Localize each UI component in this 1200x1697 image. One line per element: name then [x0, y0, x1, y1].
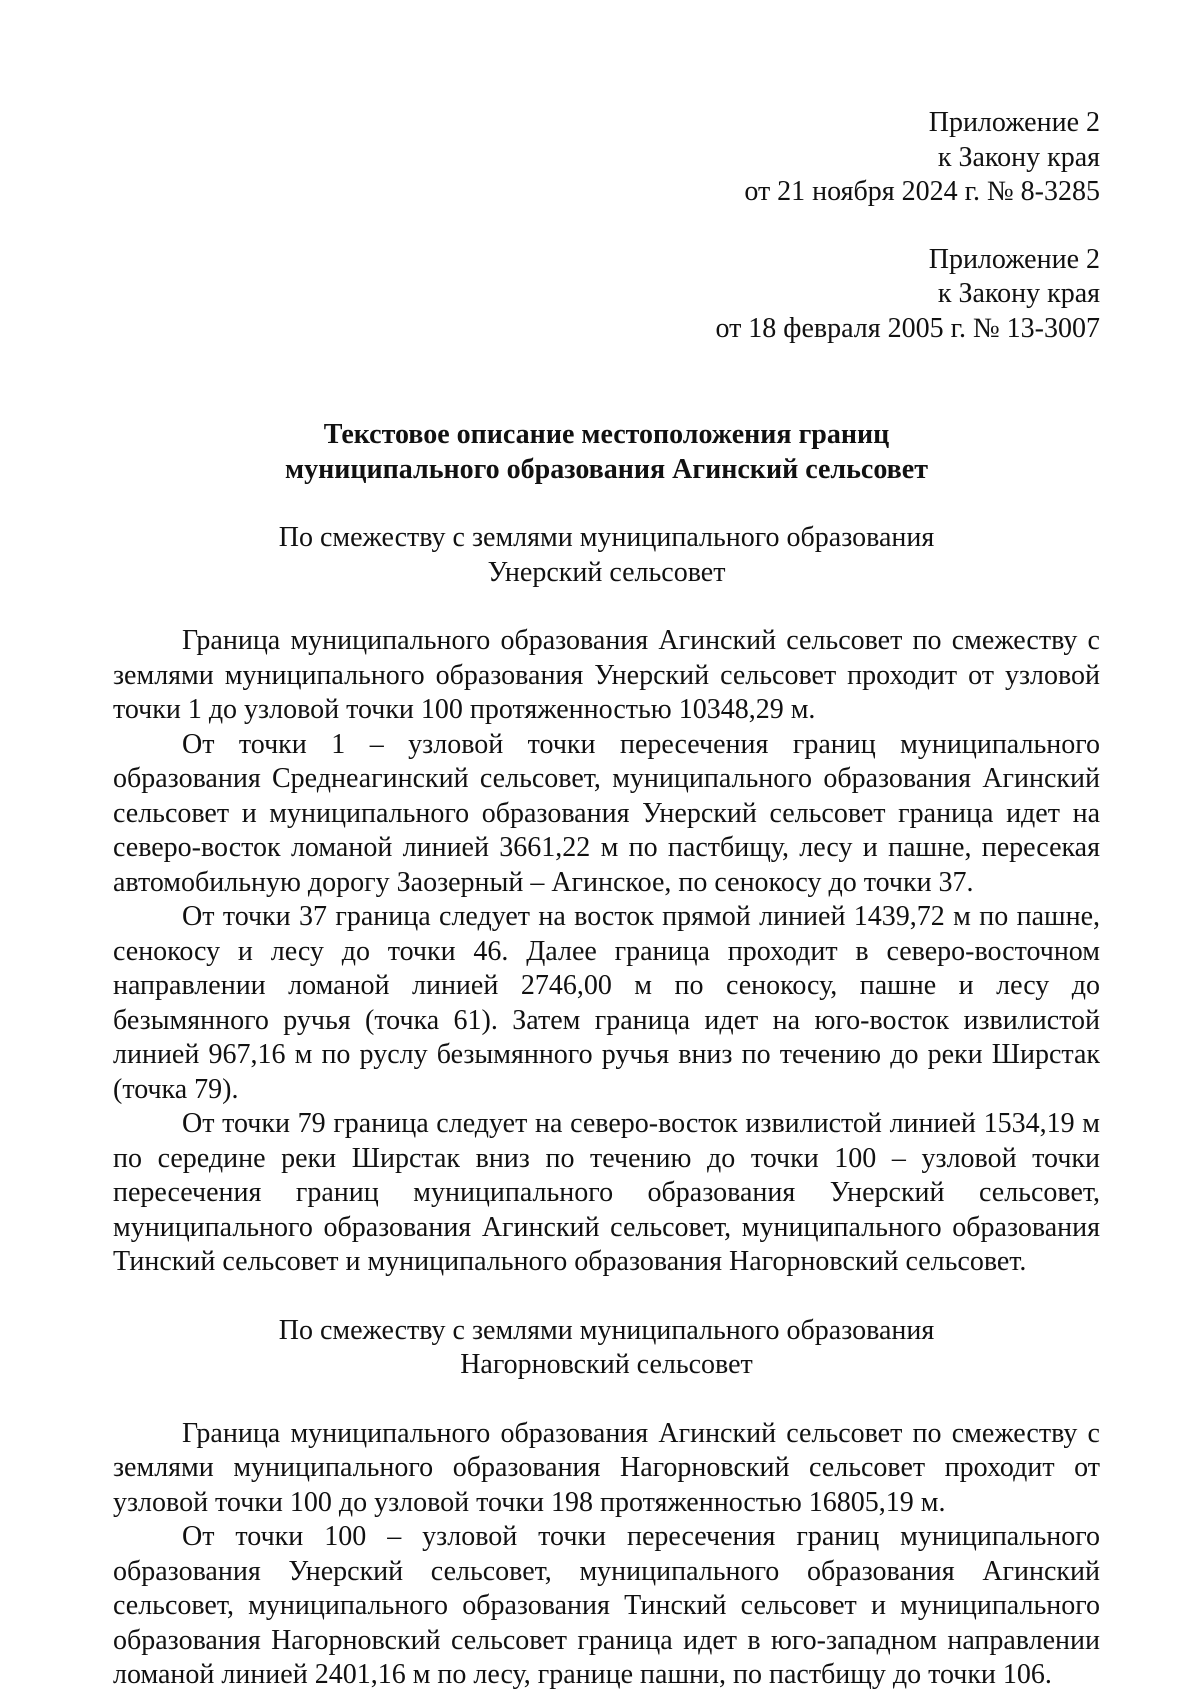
- paragraph: От точки 1 – узловой точки пересечения границ муниципального образования Среднеагинский сельсовет, муниципального образования Агинский сельсовет и муниципального образования Унерский сельсовет граница идет на северо-восток ломаной линией 3661,22 м по пастбищу, лесу и пашне, пересекая автомобильную дорогу Заозерный – Агинское, по сенокосу до точки 37.: [113, 728, 1100, 898]
- appendix-label: Приложение 2: [928, 107, 1100, 138]
- section-body: [113, 624, 1100, 1280]
- document-title-line: Текстовое описание местоположения границ: [323, 419, 890, 450]
- section-heading-line: По смежеству с землями муниципального образования: [278, 522, 935, 553]
- section-unersky: [113, 521, 1100, 1280]
- appendix-law-reference: к Закону края: [937, 141, 1100, 173]
- appendix-header: [113, 106, 1100, 346]
- appendix-law-reference: к Закону края: [937, 278, 1100, 309]
- section-heading: [113, 1314, 1100, 1383]
- document-title-line: муниципального образования Агинский сельсовет: [285, 453, 928, 485]
- paragraph: От точки 79 граница следует на северо-восток извилистой линией 1534,19 м по середине реки Ширстак вниз по течению до точки 100 – узловой точки пересечения границ муниципального образования Унерский сельсовет, муниципального образования Агинский сельсовет, муниципального образования Тинский сельсовет и муниципального образования Нагорновский сельсовет.: [113, 1108, 1100, 1277]
- document-title: [113, 418, 1100, 487]
- section-nagornovsky: [113, 1314, 1100, 1693]
- paragraph: Граница муниципального образования Агинский сельсовет по смежеству с землями муниципального образования Унерский сельсовет проходит от узловой точки 1 до узловой точки 100 протяженностью 10348,29 м.: [113, 625, 1100, 725]
- section-body: [113, 1417, 1100, 1693]
- appendix-block-current: [113, 106, 1100, 210]
- section-heading-line: Нагорновский сельсовет: [460, 1349, 753, 1380]
- appendix-law-date: от 18 февраля 2005 г. № 13-3007: [715, 312, 1100, 344]
- paragraph: От точки 100 – узловой точки пересечения границ муниципального образования Унерский сельсовет, муниципального образования Агинский сельсовет, муниципального образования Тинский сельсовет и муниципального образования Нагорновский сельсовет граница идет в юго-западном направлении ломаной линией 2401,16 м по лесу, границе пашни, по пастбищу до точки 106.: [113, 1521, 1100, 1690]
- paragraph: От точки 37 граница следует на восток прямой линией 1439,72 м по пашне, сенокосу и лесу до точки 46. Далее граница проходит в северо-восточном направлении ломаной линией 2746,00 м по сенокосу, пашне и лесу до безымянного ручья (точка 61). Затем граница идет на юго-восток извилистой линией 967,16 м по руслу безымянного ручья вниз по течению до реки Ширстак (точка 79).: [113, 901, 1100, 1105]
- document-content: [113, 106, 1100, 1693]
- appendix-law-date: от 21 ноября 2024 г. № 8-3285: [744, 176, 1100, 207]
- appendix-label: Приложение 2: [928, 243, 1100, 275]
- section-heading-line: Унерский сельсовет: [487, 556, 726, 588]
- paragraph: Граница муниципального образования Агинский сельсовет по смежеству с землями муниципального образования Нагорновский сельсовет проходит от узловой точки 100 до узловой точки 198 протяженностью 16805,19 м.: [113, 1417, 1100, 1518]
- appendix-block-original: [113, 243, 1100, 347]
- section-heading: [113, 521, 1100, 590]
- section-heading-line: По смежеству с землями муниципального образования: [278, 1314, 935, 1346]
